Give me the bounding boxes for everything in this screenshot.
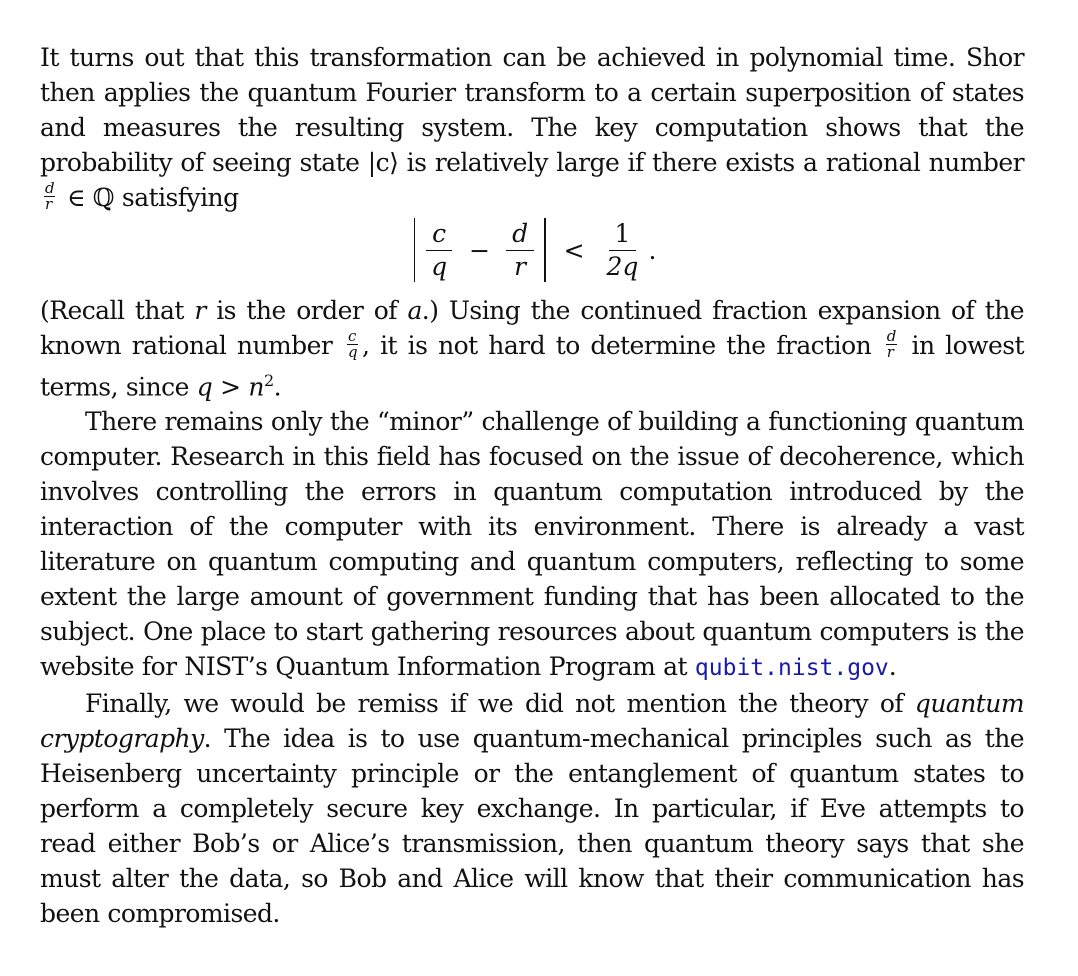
- condition-q-gt-n: q > n: [196, 372, 264, 402]
- fraction-numerator: c: [347, 329, 358, 345]
- equation-denominator-q: q: [431, 251, 448, 281]
- paragraph-2-text-3: .) Using the continued fraction expansion of the known rational number: [40, 296, 1024, 360]
- paragraph-2-text-2: is the order of: [205, 296, 408, 325]
- fraction-c-over-q: [425, 220, 453, 281]
- fraction-denominator: r: [45, 195, 52, 213]
- fraction-one-over-2q: [601, 220, 645, 281]
- nist-link[interactable]: qubit.nist.gov: [694, 655, 889, 682]
- superscript-2: 2: [263, 371, 274, 390]
- paragraph-3: [40, 404, 1024, 686]
- abs-bar-right: [544, 218, 546, 282]
- page-body: [40, 40, 1024, 931]
- paragraph-2: [40, 293, 1024, 404]
- paragraph-3-text: There remains only the “minor” challenge of building a functioning quantum computer. Research in this field has focused on the issue of decoherence, which involves controlling the errors in quantum computation introduced by the interaction of the computer with its environment. There is already a vast literature on quantum computing and quantum computers, reflecting to some extent the large amount of government funding that has been allocated to the subject. One place to start gathering resources about quantum computers is the website for NIST’s Quantum Information Program at: [40, 407, 1024, 682]
- paragraph-1-text-a: It turns out that this transformation can be achieved in polynomial time. Shor then applies the quantum Fourier transform to a certain superposition of states and measures the resulting system. The key computation shows that the probability of seeing state: [40, 43, 1024, 177]
- equation-numerator-one: 1: [609, 220, 637, 251]
- emphasis-quantum-cryptography: quantum cryptography: [40, 689, 1024, 754]
- paragraph-2-text-6: .: [273, 372, 281, 402]
- less-than-sign: <: [563, 235, 585, 265]
- paragraph-1: [40, 40, 1024, 215]
- fraction-d-over-r-inline: [886, 329, 897, 360]
- paragraph-1-text-b: is relatively large if there exists a rational number: [398, 148, 1024, 177]
- paragraph-2-text-1: (Recall that: [40, 296, 195, 325]
- fraction-c-over-q-inline: [347, 329, 358, 360]
- minus-sign: −: [469, 235, 491, 265]
- abs-bar-left: [414, 218, 416, 282]
- variable-r: r: [194, 296, 206, 325]
- display-equation: [40, 215, 1024, 285]
- fraction-denominator: q: [347, 343, 358, 361]
- paragraph-4: [40, 686, 1024, 931]
- paragraph-3-end: .: [888, 652, 897, 682]
- fraction-numerator: d: [45, 179, 55, 197]
- fraction-d-over-r-display: [506, 220, 534, 281]
- variable-a: a: [407, 296, 422, 325]
- paragraph-1-text-c: ∈ ℚ satisfying: [59, 183, 239, 212]
- equation-period: .: [648, 235, 657, 265]
- fraction-numerator: d: [886, 327, 896, 345]
- ket-c: |c⟩: [367, 148, 399, 177]
- paragraph-4-text-start: Finally, we would be remiss if we did not mention the theory of: [85, 689, 915, 719]
- paragraph-2-text-5: in lowest terms, since: [40, 331, 1024, 402]
- equation-denominator-r: r: [514, 251, 527, 281]
- paragraph-4-text-rest: . The idea is to use quantum-mechanical principles such as the Heisenberg uncertainty principle or the entanglement of quantum states to perform a completely secure key exchange. In particular, if Eve attempts to read either Bob’s or Alice’s transmission, then quantum theory says that she must alter the data, so Bob and Alice will know that their communication has been compromised.: [40, 724, 1024, 929]
- fraction-d-over-r: [44, 181, 55, 212]
- fraction-denominator: r: [886, 343, 894, 361]
- equation-denominator-2q: 2q: [606, 251, 639, 281]
- paragraph-2-text-4: , it is not hard to determine the fraction: [362, 331, 882, 360]
- equation-numerator-d: d: [506, 220, 534, 251]
- equation-numerator-c: c: [426, 220, 452, 251]
